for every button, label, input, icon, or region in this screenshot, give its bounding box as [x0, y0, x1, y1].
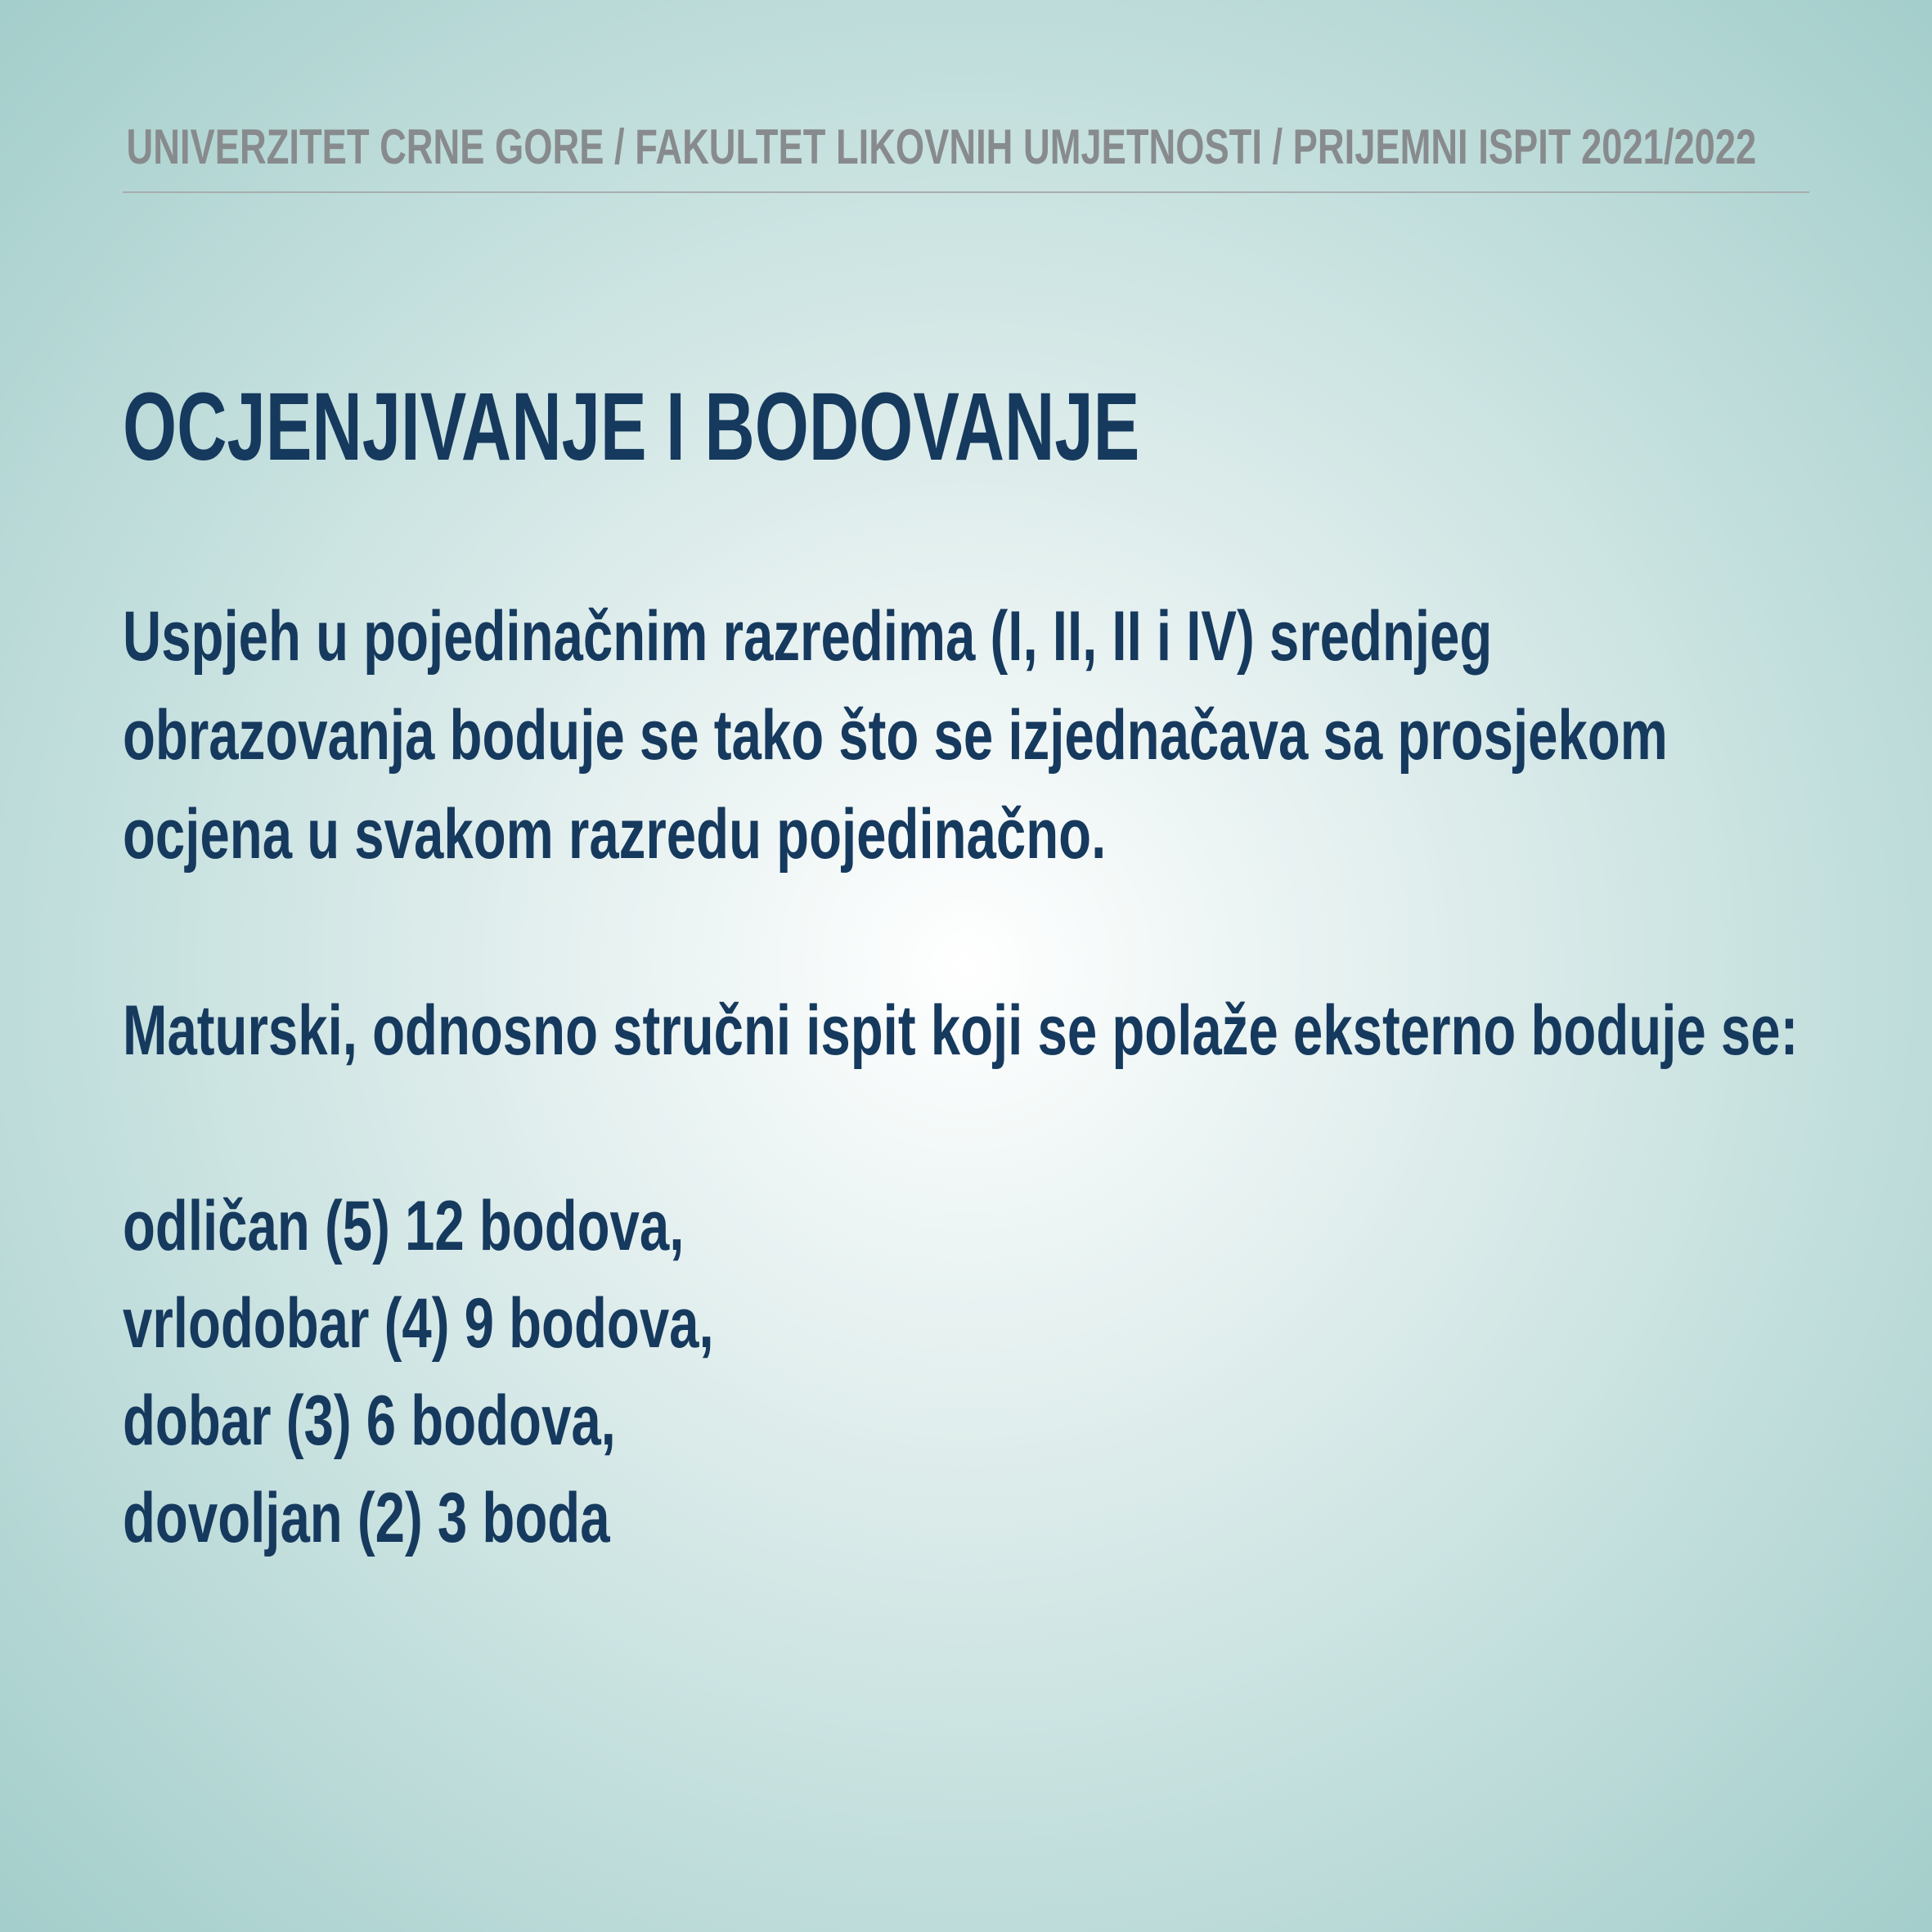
grade-item-excellent: odličan (5) 12 bodova,	[123, 1187, 685, 1265]
grade-list	[123, 1178, 714, 1567]
intro-paragraph	[123, 587, 1668, 884]
intro-line: ocjena u svakom razredu pojedinačno.	[123, 795, 1107, 874]
header-title: UNIVERZITET CRNE GORE / FAKULTET LIKOVNIH UMJETNOSTI / PRIJEMNI ISPIT 2021/2022	[126, 119, 1757, 174]
intro-line: Uspjeh u pojedinačnim razredima (I, II, II i IV) srednjeg	[123, 597, 1493, 676]
header-bar	[123, 115, 1809, 193]
grade-item-very-good: vrlodobar (4) 9 bodova,	[123, 1284, 714, 1363]
intro-line: obrazovanja boduje se tako što se izjednačava sa prosjekom	[123, 696, 1668, 775]
exam-paragraph: Maturski, odnosno stručni ispit koji se polaže eksterno boduje se:	[123, 991, 1799, 1070]
grade-item-sufficient: dovoljan (2) 3 boda	[123, 1479, 610, 1557]
grade-item-good: dobar (3) 6 bodova,	[123, 1382, 616, 1460]
page-title: OCJENJIVANJE I BODOVANJE	[123, 373, 1140, 481]
